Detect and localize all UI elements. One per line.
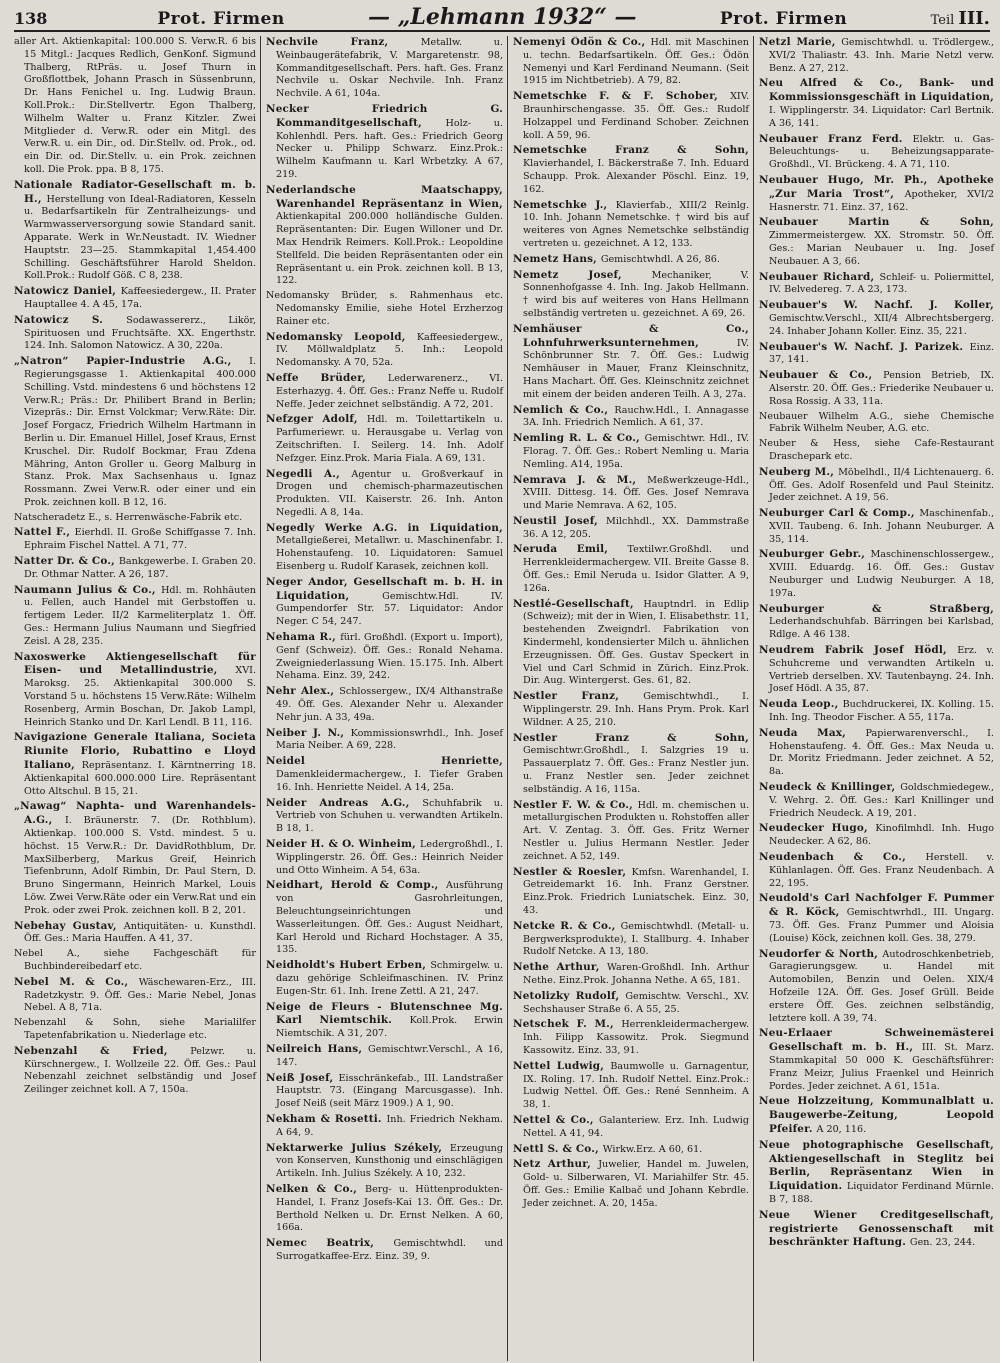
directory-entry (513, 1114, 749, 1141)
directory-entry (513, 404, 749, 431)
entry-name: Nestler Franz & Sohn, (513, 731, 749, 744)
directory-entry (759, 77, 994, 130)
entry-name: Neue photographische Gesellschaft, Aktiengesellschaft in Steglitz bei Berlin, Repräsentanz Wien in Liquidation. (759, 1138, 994, 1193)
entry-name: Neubauer Richard, (759, 270, 880, 283)
entry-name: Nationale Radiator-Gesellschaft m. b. H., (14, 178, 256, 205)
entry-text: Berg- u. Hüttenprodukten-Handel, I. Franz Josefs-Kai 13. Öff. Ges.: Dr. Berthold Nelken u. Dr. Ernst Nelken. A 60, 166a. (276, 1183, 503, 1234)
entry-text: aller Art. Aktienkapital: 100.000 S. Verw.R. 6 bis 15 Mitgl.: Jacques Redlich, GenKonf. Sigmund Thalberg, RtPräs. u. Josef Thurn in Großflottbek, Johann Prasch in Süssenbrunn, Dr. Hans Fenichel u. Ing. Ludwig Braun. Koll.Prok.: Dir.Stellvertr. Egon Thalberg, Wilhelm Walter u. Franz Kitzler. Zwei Mitglieder d. Verw.R. oder ein Mitgl. des Verw.R. u. ein Dir., od. Dir.Stellv. od. Prok., od. ein Dir. od. Dir.Stellv. u. ein Prok. zeichnen koll. Die Prok. ppa. B 8, 175. (14, 36, 256, 175)
entry-text: Hdl. m. Rohhäuten u. Fellen, auch Handel mit Gerbstoffen u. fertigem Leder. II/2 Karmeliterplatz 1. Öff. Ges.: Hermann Julius Naumann und Siegfried Zeisl. A 28, 235. (24, 584, 256, 647)
entry-text: Schleif- u. Poliermittel, IV. Belvedereg. 7. A 23, 173. (769, 271, 994, 296)
entry-name: Neider Andreas A.G., (266, 796, 423, 809)
entry-name: Naxoswerke Aktiengesellschaft für Eisen- und Metallindustrie, (14, 650, 256, 677)
directory-entry (759, 892, 994, 945)
entry-name: Nemetz Josef, (513, 268, 652, 281)
entry-text: Koll.Prok. Erwin Niemtschik. A 31, 207. (276, 1015, 503, 1040)
directory-entry (759, 548, 994, 600)
entry-name: Neuburger & Straßberg, (759, 602, 994, 615)
entry-name: Neuburger Gebr., (759, 548, 871, 561)
entry-text: Agentur u. Großverkauf in Drogen und chemisch-pharmazeutischen Produkten. VII. Kaiserstr. 26. Inh. Anton Negedli. A 8, 14a. (276, 468, 503, 518)
entry-text: Möbelhdl., II/4 Lichtenauerg. 6. Öff. Ges. Adolf Rosenfeld und Paul Steinitz. Jeder zeichnet. A 19, 56. (769, 466, 994, 504)
directory-entry (14, 1045, 256, 1097)
entry-name: Netolizky Rudolf, (513, 989, 626, 1002)
entry-name: Nestler & Roesler, (513, 865, 632, 878)
entry-name: Neider H. & O. Winheim, (266, 838, 421, 851)
entry-text: Gemischtwhdl. (Metall- u. Bergwerksprodukte), I. Stallburg. 4. Inhaber Rudolf Netcke. A 13, 180. (523, 920, 749, 958)
directory-entry (14, 36, 256, 177)
directory-entry (759, 299, 994, 338)
entry-name: Nettel & Co., (513, 1113, 600, 1126)
entry-name: Neue Holzzeitung, Kommunalblatt u. Baugewerbe-Zeitung, Leopold Pfeifer. (759, 1095, 994, 1135)
entry-text: Hauptndrl. in Edlip (Schweiz); mit der in Wien, I. Elisabethstr. 11, bestehenden Zweigndrl. Fabrikation von Kindermehl, kondensierter Milch u. ähnlichen Erzeugnissen. Öff. Ges. Gustav Speckert in Viel und Carl Schmid in Zürich. Einz.Prok. Dir. Aug. Wintergerst. Ges. 61, 82. (523, 598, 749, 687)
entry-name: Natowicz Daniel, (14, 285, 121, 298)
entry-text: I. Bräunerstr. 7. (Dr. Rothblum). Aktienkap. 100.000 S. Vstd. mindest. 5 u. höchst. 15 Verw.R.: Dr. DavidRothblum, Dr. MaxSilberberg, Markus Greif, Heinrich Tiefenbrunn, Adolf Rimbin, Dr. Paul Stern, D. Bruno Singermann, Heinrich Markel, Louis Löw. Zwei Verw.Räte oder ein Verw.Rat und ein Prok. oder zwei Prok. zeichnen koll. B 2, 201. (24, 815, 256, 916)
directory-entry (14, 555, 256, 582)
entry-text: I. Wipplingerstr. 34. Liquidator: Carl Bertnik. A 36, 141. (769, 104, 994, 129)
entry-text: III. St. Marz. Stammkapital 50 000 K. Geschäftsführer: Franz Meizr, Julius Fraenkel und Heinrich Pordes. Jeder zeichnet. A 61, 151a. (769, 1042, 994, 1092)
entry-text: Gen. 23, 244. (909, 1237, 976, 1249)
directory-entry (513, 515, 749, 542)
entry-name: Nebel M. & Co., (14, 975, 139, 988)
directory-entry (513, 90, 749, 142)
directory-entry (513, 598, 749, 689)
directory-entry (513, 690, 749, 729)
entry-name: Nethe Arthur, (513, 961, 607, 974)
page-header (14, 4, 990, 32)
entry-name: Neudorfer & North, (759, 947, 883, 960)
directory-entry (266, 468, 503, 520)
directory-entry (266, 290, 503, 328)
directory-entry (266, 1183, 503, 1235)
directory-entry (14, 584, 256, 649)
entry-text: Gemischtwhdl. A 26, 86. (600, 253, 720, 265)
entry-text: Sodawassererz., Likör, Spirituosen und Fruchtsäfte. XX. Engerthstr. 124. Inh. Salomon Natowicz. A 30, 220a. (24, 314, 257, 352)
directory-entry (14, 526, 256, 553)
entry-name: Nemhäuser & Co., Lohnfuhrwerksunternehmen, (513, 322, 749, 349)
header-center-title: — „Lehmann 1932“ — (368, 4, 637, 30)
directory-entry (759, 36, 994, 75)
directory-entry (14, 355, 256, 510)
directory-entry (759, 341, 994, 368)
entry-text: Kmfsn. Warenhandel, I. Getreidemarkt 16. Inh. Franz Gerstner. Einz.Prok. Friedrich Luniatschek. Einz. 30, 43. (523, 866, 750, 916)
directory-entry (759, 822, 994, 849)
entry-name: Neudenbach & Co., (759, 851, 926, 864)
entry-text: Kommissionswrhdl., Inh. Josef Maria Neiber. A 69, 228. (276, 727, 503, 752)
entry-name: Necker Friedrich G. Kommanditgesellschaft, (266, 102, 503, 129)
entry-name: Neubauer Martin & Sohn, (759, 216, 994, 229)
directory-entry (759, 1139, 994, 1207)
entry-text: Kaffeesiedergew., II. Prater Hauptallee 4. A 45, 17a. (24, 286, 256, 310)
entry-name: Netschek F. M., (513, 1018, 622, 1031)
directory-entry (266, 576, 503, 629)
entry-text: Aktienkapital 200.000 holländische Gulden. Repräsentanten: Dir. Eugen Willoner und Dr. Max Hendrik Reimers. Koll.Prok.: Leopoldine Stellfeld. Die beiden Repräsentanten oder ein Repräsentant u. ein Prok. zeichnen koll. B 13, 122. (276, 211, 503, 287)
directory-entry (513, 144, 749, 196)
entry-name: Neiber J. N., (266, 726, 351, 739)
directory-entry (266, 838, 503, 877)
directory-entry (759, 1209, 994, 1250)
entry-name: Neuda Max, (759, 726, 866, 739)
header-right-title: Prot. Firmen (719, 9, 848, 29)
entry-name: Neiß Josef, (266, 1071, 339, 1084)
entry-text: Gemischtwr.Großhdl., I. Salzgries 19 u. Passauerplatz 7. Öff. Ges.: Franz Nestler jun. u. Franz Nestler sen. Jeder zeichnet selbständig. A 16, 115a. (523, 745, 749, 795)
entry-text: Elektr. u. Gas-Beleuchtungs- u. Beheizungsapparate-Großhdl., VI. Brückeng. 4. A 71, 110. (769, 133, 994, 171)
entry-name: Nemrava J. & M., (513, 473, 648, 486)
directory-entry (759, 507, 994, 546)
directory-entry (513, 432, 749, 471)
entry-text: Erz. v. Schuhcreme und verwandten Artikeln u. Vertrieb derselben. XV. Tautenbayng. 24. Inh. Josef Hödl. A 35, 87. (769, 645, 994, 695)
entry-text: Nebel A., siehe Fachgeschäft für Buchbindereibedarf etc. (14, 948, 256, 972)
directory-entry (513, 990, 749, 1017)
directory-entry (513, 920, 749, 959)
directory-entry (14, 512, 256, 525)
entry-name: Neidholdt's Hubert Erben, (266, 959, 431, 972)
directory-entry (759, 133, 994, 172)
directory-entry (513, 1060, 749, 1112)
directory-entry (759, 727, 994, 779)
entry-name: Nedomansky Leopold, (266, 330, 417, 343)
directory-entry (513, 199, 749, 251)
directory-entry (266, 372, 503, 411)
entry-name: Neustil Josef, (513, 514, 607, 527)
directory-entry (759, 1027, 994, 1093)
directory-entry (759, 369, 994, 408)
entry-name: Nebenzahl & Fried, (14, 1044, 191, 1057)
directory-entry (759, 216, 994, 268)
entry-text: Gemischtwhdl. u. Trödlergew., XVI/2 Thaliastr. 43. Inh. Marie Netzl verw. Benz. A 27, 212. (769, 37, 994, 74)
entry-text: Gemischtwr.Verschl., A 16, 147. (276, 1043, 503, 1068)
directory-entry (266, 631, 503, 683)
directory-entry (759, 174, 994, 214)
entry-name: Neu-Erlaaer Schweinemästerei Gesellschaft m. b. H., (759, 1027, 994, 1054)
directory-entry (513, 961, 749, 988)
directory-entry (759, 1095, 994, 1136)
entry-name: Nefzger Adolf, (266, 413, 367, 426)
entry-name: Nemetschke Franz & Sohn, (513, 144, 749, 157)
entry-text: Herstell. v. Kühlanlagen. Öff. Ges. Franz Neudenbach. A 22, 195. (769, 852, 995, 889)
entry-name: Neilreich Hans, (266, 1042, 369, 1055)
entry-name: Natter Dr. & Co., (14, 555, 119, 568)
directory-entry (266, 522, 503, 574)
entry-text: Wirkw.Erz. A 60, 61. (602, 1143, 703, 1155)
entry-text: Erzeugung von Konserven, Kunsthonig und einschlägigen Artikeln. Inh. Julius Székely. A 10, 232. (276, 1142, 503, 1180)
entry-text: Nedomansky Brüder, s. Rahmenhaus etc. Nedomansky Emilie, siehe Hotel Erzherzog Rainer etc. (266, 290, 503, 327)
directory-entry (266, 1043, 503, 1070)
directory-entry (759, 411, 994, 437)
entry-name: Netzl Marie, (759, 36, 842, 48)
entry-text: Autodroschkenbetrieb, Garagierungsgew. u. Handel mit Automobilen, Benzin und Oelen. XIX/4 Hofzeile 12A. Öff. Ges. Josef Grüll. Beide erstere Öff. Ges. zeichnen selbständig, letztere koll. A 39, 74. (769, 948, 994, 1024)
directory-entry (14, 285, 256, 312)
entry-name: Nekham & Rosetti. (266, 1112, 387, 1125)
directory-entry (759, 781, 994, 820)
entry-text: Neuber & Hess, siehe Cafe-Restaurant Draschepark etc. (759, 438, 994, 462)
entry-name: Nettl S. & Co., (513, 1142, 603, 1155)
entry-name: Neuda Leop., (759, 698, 843, 711)
header-left-title: Prot. Firmen (157, 9, 285, 29)
entry-text: A 20, 116. (816, 1123, 867, 1135)
entry-text: Maschinenschlossergew., XVIII. Eduardg. 16. Öff. Ges.: Gustav Neuburger und Ludwig Neuburger. A 18, 197a. (769, 549, 994, 599)
entry-text: Antiquitäten- u. Kunsthdl. Öff. Ges.: Maria Hauffen. A 41, 37. (24, 920, 256, 945)
entry-text: Baumwolle u. Garnagentur, IX. Roling. 17. Inh. Rudolf Nettel. Einz.Prok.: Ludwig Nettel. Öff. Ges.: René Sennheim. A 38, 1. (523, 1060, 749, 1111)
entry-text: Metallw. u. Weinbaugerätefabrik, V. Margaretenstr. 98, Kommanditgesellschaft. Pers. haft. Ges. Franz Nechvile u. Oskar Nechvile. Inh. Franz Nechvile. A 61, 104a. (276, 37, 503, 100)
entry-name: Nemetschke F. & F. Schober, (513, 90, 731, 103)
entry-text: Hdl. m. chemischen u. metallurgischen Produkten u. Rohstoffen aller Art. V. Zentag. 3. Öff. Ges. Fritz Werner Nestler u. Julius Hermann Nestler. Jeder zeichnet. A 52, 149. (523, 799, 749, 862)
entry-name: Neu Alfred & Co., Bank- und Kommissionsgeschäft in Liquidation, (759, 77, 994, 104)
directory-entry (266, 959, 503, 998)
entry-text: Gemischtwr. Hdl., IV. Florag. 7. Öff. Ges.: Robert Nemling u. Maria Nemling. A14, 195a. (523, 433, 749, 470)
entry-name: „Nawag“ Naphta- und Warenhandels-A.G., (14, 800, 256, 827)
entry-text: Gemischtwrhdl., III. Ungarg. 73. Öff. Ges. Franz Pummer und Aloisia (Louise) Köck, zeichnen koll. Ges. 38, 279. (769, 907, 995, 944)
entry-text: IV. Schönbrunner Str. 7. Öff. Ges.: Ludwig Nemhäuser in Mauer, Franz Kleinschnitz, Hans Machart. Öff. Ges. Kleinschnitz zeichnet mit einem der beiden anderen Teilh. A 3, 27a. (523, 337, 749, 400)
entry-text: Gemischtw.Hdl. IV. Gumpendorfer Str. 57. Liquidator: Andor Neger. C 54, 247. (276, 590, 503, 628)
entry-name: Nemling R. L. & Co., (513, 432, 645, 445)
directory-entry (513, 732, 749, 797)
entry-name: Natowicz S. (14, 313, 127, 326)
entry-name: Neudrem Fabrik Josef Hödl, (759, 644, 958, 657)
entry-text: Textilwr.Großhdl. und Herrenkleidermachergew. VII. Breite Gasse 8. Öff. Ges.: Emil Neruda u. Isidor Glatter. A 9, 126a. (523, 544, 749, 594)
entry-text: Natscheradetz E., s. Herrenwäsche-Fabrik etc. (14, 511, 243, 523)
entry-name: Nemenyi Ödön & Co., (513, 36, 651, 48)
entry-text: Schmirgelw. u. dazu gehörige Schleifmaschinen. IV. Prinz Eugen-Str. 61. Inh. Irene Zettl. A 21, 247. (276, 960, 503, 997)
entry-name: Nemetschke J., (513, 198, 616, 211)
directory-entry (513, 866, 749, 918)
entry-text: XIV. Braunhirschengasse. 35. Öff. Ges.: Rudolf Holzappel und Ferdinand Schober. Zeichnen koll. A 59, 96. (523, 91, 749, 141)
entry-text: Waren-Großhdl. Inh. Arthur Nethe. Einz.Prok. Johanna Nethe. A 65, 181. (523, 962, 749, 986)
entry-name: Nemlich & Co., (513, 403, 615, 416)
directory-entry (513, 543, 749, 595)
entry-text: Gemischtw.Verschl., XII/4 Albrechtsbergerg. 24. Inhaber Johann Koller. Einz. 35, 221. (769, 312, 994, 337)
directory-entry (14, 920, 256, 947)
entry-text: Galanteriew. Erz. Inh. Ludwig Nettel. A 41, 94. (523, 1114, 749, 1139)
directory-entry (759, 271, 994, 298)
directory-entry (266, 331, 503, 370)
entry-name: Neudeck & Knillinger, (759, 781, 901, 794)
entry-text: Lederwarenerz., VI. Esterhazyg. 4. Öff. Ges.: Franz Neffe u. Rudolf Neffe. Jeder zeichnet selbständig. A 72, 201. (276, 372, 504, 410)
entry-text: fürl. Großhdl. (Export u. Import), Genf (Schweiz). Öff. Ges.: Ronald Nehama. Zweigniederlassung Wien. 15.175. Inh. Albert Nehama. Einz. 39, 242. (276, 632, 503, 682)
directory-entry (266, 685, 503, 724)
entry-name: Neue Wiener Creditgesellschaft, registrierte Genossenschaft mit beschränkter Haftung. (759, 1208, 994, 1249)
section-label (931, 8, 990, 29)
directory-entry (266, 36, 503, 101)
entry-name: Neger Andor, Gesellschaft m. b. H. in Liquidation, (266, 575, 503, 602)
directory-entry (513, 799, 749, 864)
column-3 (507, 36, 753, 1361)
page-number: 138 (14, 9, 48, 28)
directory-entry (513, 1143, 749, 1157)
directory-entry (266, 755, 503, 794)
entry-name: Nektarwerke Julius Székely, (266, 1141, 450, 1154)
directory-entry (266, 879, 503, 957)
entry-text: Nebenzahl & Sohn, siehe Marialilfer Tapetenfabrikation u. Niederlage etc. (14, 1017, 256, 1041)
entry-text: Damenkleidermachergew., I. Tiefer Graben 16. Inh. Henriette Neidel. A 14, 25a. (276, 769, 503, 793)
entry-text: Milchhdl., XX. Dammstraße 36. A 12, 205. (523, 515, 749, 540)
teil-label: Teil (930, 13, 955, 28)
entry-text: Rauchw.Hdl., I. Annagasse 3A. Inh. Friedrich Nemlich. A 61, 37. (523, 404, 749, 429)
directory-entry (14, 179, 256, 283)
entry-text: Holz- u. Kohlenhdl. Pers. haft. Ges.: Friedrich Georg Necker u. Philipp Schwarz. Einz.Prok.: Wilhelm Kaufmann u. Karl Wrbetzky. A 67, 219. (276, 117, 503, 180)
entry-name: Nettel Ludwig, (513, 1059, 611, 1072)
directory-entry (759, 603, 994, 642)
directory-entry (266, 184, 503, 288)
entry-text: Klavierhandel, I. Bäckerstraße 7. Inh. Eduard Schaupp. Prok. Alexander Pöschl. Einz. 19, 162. (523, 158, 749, 195)
directory-entry (513, 253, 749, 267)
entry-name: Nechvile Franz, (266, 36, 421, 48)
entry-name: Netcke R. & Co., (513, 919, 621, 932)
entry-name: Nestlé-Gesellschaft, (513, 597, 644, 610)
directory-entry (266, 1001, 503, 1041)
entry-text: Herrenkleidermachergew. Inh. Filipp Kassowitz. Prok. Siegmund Kassowitz. Einz. 33, 91. (523, 1019, 749, 1056)
entry-name: Nederlandsche Maatschappy, Warenhandel Repräsentanz in Wien, (266, 183, 503, 210)
directory-entry (14, 800, 256, 917)
entry-text: Kinofilmhdl. Inh. Hugo Neudecker. A 62, 86. (769, 823, 994, 848)
entry-name: Nestler F. W. & Co., (513, 798, 638, 811)
entry-text: I. Regierungsgasse 1. Aktienkapital 400.000 Schilling. Vstd. mindestens 6 und höchstens 12 Verw.R.; Präs.: Dr. Philibert Brand in Berlin; Vizepräs.: Dir. Ernst Volckmar; Verw.Räte: Dir. Josef Forgacz, Friedrich Wilhelm Hartmann in Berlin u. Dir. Emanuel Hillel, Josef Kraus, Ernst Kruschel. Dir. Rudolf Bockmar, Frau Zdena Mähring, Anton Groller u. Georg Malburg in Stanz. Prok. Max Sachsenhaus u. Ignaz Rossmann. Zwei Verw.R. oder einer und ein Prok. zeichnen koll. B 12, 16. (24, 356, 256, 508)
entry-name: Naumann Julius & Co., (14, 583, 162, 596)
entry-text: Herstellung von Ideal-Radiatoren, Kesseln u. Bedarfsartikeln für Zentralheizungs- und Warmwasserversorgung sowie Standard sanit. Apparate. Werk in Wr.Neustadt. IV. Wiedner Hauptstr. 23—25. Stammkapital 1,454.400 Schilling. Geschäftsführer Harold Sheldon. Koll.Prok.: Rudolf Göß. C 8, 238. (24, 193, 256, 282)
directory-entry (513, 474, 749, 513)
entry-name: Negedli A., (266, 467, 352, 480)
entry-text: Gemischtwhdl. und Surrogatkaffee-Erz. Einz. 39, 9. (276, 1238, 503, 1262)
entry-text: Eisschränkefab., III. Landstraßer Hauptstr. 73. (Eingang Marcusgasse). Inh. Josef Neiß (seit März 1909.) A 1, 90. (276, 1072, 503, 1110)
entry-text: Schuhfabrik u. Vertrieb von Schuhen u. verwandten Artikeln. B 18, 1. (276, 797, 503, 835)
entry-text: Mechaniker, V. Sonnenhofgasse 4. Inh. Ing. Jakob Hellmann. † wird bis auf weiteres von Hans Hellmann selbständig vertreten u. gezeichnet. A 69, 26. (523, 269, 749, 319)
entry-text: Meßwerkzeuge-Hdl., XVIII. Dittesg. 14. Öff. Ges. Josef Nemrava und Marie Nemrava. A 62, 105. (523, 474, 749, 512)
entry-name: Neidel Henriette, (266, 755, 503, 768)
entry-text: Buchdruckerei, IX. Kolling. 15. Inh. Ing. Theodor Fischer. A 55, 117a. (769, 699, 994, 724)
directory-entry (759, 466, 994, 505)
directory-entry (266, 797, 503, 836)
directory-entry (759, 948, 994, 1026)
entry-name: Nestler Franz, (513, 690, 644, 703)
directory-entry (266, 1113, 503, 1140)
entry-text: Gemischtw. Verschl., XV. Sechshauser Straße 6. A 55, 25. (523, 990, 749, 1015)
directory-entry (759, 851, 994, 890)
entry-name: Nelken & Co., (266, 1182, 366, 1195)
directory-entry (14, 976, 256, 1015)
entry-text: Juwelier, Handel m. Juwelen, Gold- u. Silberwaren, VI. Mariahilfer Str. 45. Öff. Ges.: Emilie Kalbač und Johann Kebrdle. Jeder zeichnet. A. 20, 145a. (523, 1159, 749, 1209)
entry-text: Hdl. mit Maschinen u. techn. Bedarfsartikeln. Öff. Ges.: Ödön Nemenyi und Karl Ferdinand Neumann. (Seit 1915 im Nichtbetrieb). A 79, 82. (523, 37, 749, 87)
entry-text: Pelzwr. u. Kürschnergew., I. Wollzeile 22. Öff. Ges.: Paul Nebenzahl zeichnet selbständig und Josef Zeilinger zeichnet koll. A 7, 150a. (24, 1045, 256, 1096)
directory-entry (266, 1072, 503, 1111)
entry-name: Nebehay Gustav, (14, 919, 124, 932)
entry-text: Liquidator Ferdinand Mürnle. B 7, 188. (769, 1181, 994, 1205)
directory-entry (513, 269, 749, 321)
entry-text: Neubauer Wilhelm A.G., siehe Chemische Fabrik Wilhelm Neuber, A.G. etc. (759, 410, 994, 435)
entry-text: Lederhandschuhfab. Bärringen bei Karlsbad, Rdlge. A 46 138. (769, 616, 994, 641)
directory-entry (266, 413, 503, 465)
entry-name: Neuberg M., (759, 465, 839, 478)
entry-name: Netz Arthur, (513, 1158, 599, 1171)
entry-text: Maschinenfab., XVII. Taubeng. 6. Inh. Johann Neuburger. A 35, 114. (769, 508, 994, 545)
entry-name: Neubauer Hugo, Mr. Ph., Apotheke „Zur Maria Trost“, (759, 173, 994, 200)
entry-text: Bankgewerbe. I. Graben 20. Dr. Othmar Natter. A 26, 187. (24, 556, 257, 580)
directory-entry (266, 727, 503, 754)
entry-text: Einz. 37, 141. (769, 341, 994, 366)
entry-name: Nemec Beatrix, (266, 1237, 394, 1250)
entry-name: Neubauer's W. Nachf. J. Koller, (759, 299, 994, 312)
entry-text: Hdl. m. Toilettartikeln u. Parfumeriewr. u. Herausgabe u. Verlag von Zeitschriften. I. Seilerg. 14. Inh. Adolf Nefzger. Einz.Prok. Maria Fiala. A 69, 131. (276, 414, 503, 464)
entry-text: Kaffeesiedergew., IV. Möllwaldplatz 5. Inh.: Leopold Nedomansky. A 70, 52a. (276, 331, 503, 369)
entry-text: Metallgießerei, Metallwr. u. Maschinenfabr. I. Hohenstaufeng. 10. Liquidatoren: Samuel Eisenberg u. Rudolf Karasek, zeichnen koll. (276, 535, 503, 573)
entry-text: Pension Betrieb, IX. Alserstr. 20. Öff. Ges.: Friederike Neubauer u. Rosa Rossig. A 33, 11a. (769, 370, 994, 407)
entry-name: Navigazione Generale Italiana, Societa Riunite Florio, Rubattino e Lloyd Italiano, (14, 731, 256, 772)
entry-text: Apotheker, XVI/2 Hasnerstr. 71. Einz. 37, 162. (769, 188, 994, 213)
entry-text: Ausführung von Gasrohrleitungen, Beleuchtungseinrichtungen und Wasserleitungen. Öff. Ges.: August Neidhart, Karl Herold und Richard Hochstager. A 35, 135. (276, 880, 503, 956)
entry-columns (14, 36, 995, 1361)
entry-name: Nemetz Hans, (513, 252, 601, 265)
directory-entry (759, 438, 994, 464)
entry-name: Neudecker Hugo, (759, 822, 876, 835)
entry-text: Repräsentanz. I. Kärntnerring 18. Aktienkapital 600.000.000 Lire. Repräsentant Otto Altschul. B 15, 21. (24, 760, 256, 797)
directory-entry (759, 644, 994, 696)
directory-entry (14, 731, 256, 798)
entry-name: Neffe Brüder, (266, 371, 388, 384)
directory-entry (513, 1018, 749, 1057)
directory-entry (266, 1142, 503, 1181)
entry-text: Inh. Friedrich Nekham. A 64, 9. (276, 1113, 503, 1138)
entry-name: Negedly Werke A.G. in Liquidation, (266, 521, 503, 534)
entry-name: Neubauer's W. Nachf. J. Parizek. (759, 340, 970, 353)
column-1 (14, 36, 260, 1361)
directory-entry (759, 698, 994, 725)
directory-entry (14, 314, 256, 353)
entry-text: Gemischtwhdl., I. Wipplingerstr. 29. Inh. Hans Prym. Prok. Karl Wildner. A 25, 210. (523, 691, 749, 728)
entry-text: Zimmermeistergew. XX. Stromstr. 50. Öff. Ges.: Marian Neubauer u. Ing. Josef Neubauer. A 3, 66. (769, 230, 994, 267)
teil-number: III. (958, 8, 990, 29)
entry-name: Neige de Fleurs - Blutenschnee Mg. Karl Niemtschik. (266, 1000, 503, 1027)
column-4 (753, 36, 998, 1361)
directory-entry (266, 103, 503, 182)
entry-name: Neruda Emil, (513, 543, 628, 556)
directory-entry (513, 323, 749, 402)
directory-entry (14, 651, 256, 730)
directory-entry (266, 1237, 503, 1264)
entry-name: Neudold's Carl Nachfolger F. Pummer & R. Köck, (759, 892, 994, 919)
directory-entry (14, 948, 256, 974)
entry-text: Wäschewaren-Erz., III. Radetzkystr. 9. Öff. Ges.: Marie Nebel, Jonas Nebel. A 8, 71a. (24, 976, 256, 1014)
entry-name: Nehr Alex., (266, 685, 340, 698)
entry-name: Neidhart, Herold & Comp., (266, 879, 446, 892)
entry-name: Nehama R., (266, 631, 341, 644)
entry-text: Papierwarenverschl., I. Hohenstaufeng. 4. Öff. Ges.: Max Neuda u. Dr. Moritz Friedmann. Jeder zeichnet. A 52, 8a. (769, 727, 994, 778)
entry-text: Eierhdl. II. Große Schiffgasse 7. Inh. Ephraim Fischel Nattel. A 71, 77. (24, 527, 256, 552)
entry-name: Neuburger Carl & Comp., (759, 507, 920, 520)
entry-text: Schlossergew., IX/4 Althanstraße 49. Öff. Ges. Alexander Nehr u. Alexander Nehr jun. A 33, 49a. (276, 686, 503, 723)
entry-name: Neubauer Franz Ferd. (759, 132, 913, 145)
entry-text: Ledergroßhdl., I. Wipplingerstr. 26. Öff. Ges.: Heinrich Neider und Otto Winheim. A 54, 63a. (276, 839, 503, 876)
column-2 (260, 36, 507, 1361)
entry-text: Goldschmiedegew., V. Wehrg. 2. Öff. Ges.: Karl Knillinger und Friedrich Neudeck. A 19, 201. (769, 782, 994, 819)
directory-entry (14, 1017, 256, 1043)
entry-text: Klavierfab., XIII/2 Reinlg. 10. Inh. Johann Nemetschke. † wird bis auf weiteres von Agnes Nemetschke selbständig vertreten u. gezeichnet. A 12, 133. (523, 199, 749, 249)
directory-entry (513, 36, 749, 88)
directory-entry (513, 1158, 749, 1210)
entry-name: „Natron“ Papier-Industrie A.G., (14, 355, 250, 368)
entry-name: Neubauer & Co., (759, 369, 884, 382)
entry-name: Nattel F., (14, 526, 75, 539)
entry-text: XVI. Maroksg. 25. Aktienkapital 300.000 S. Vorstand 5 u. höchstens 15 Verw.Räte: Wilhelm Rosenberg, Armin Boschan, Dr. Jakob Lampl, Heinrich Stanko und Dr. Karl Lendl. B 11, 116. (24, 665, 256, 728)
